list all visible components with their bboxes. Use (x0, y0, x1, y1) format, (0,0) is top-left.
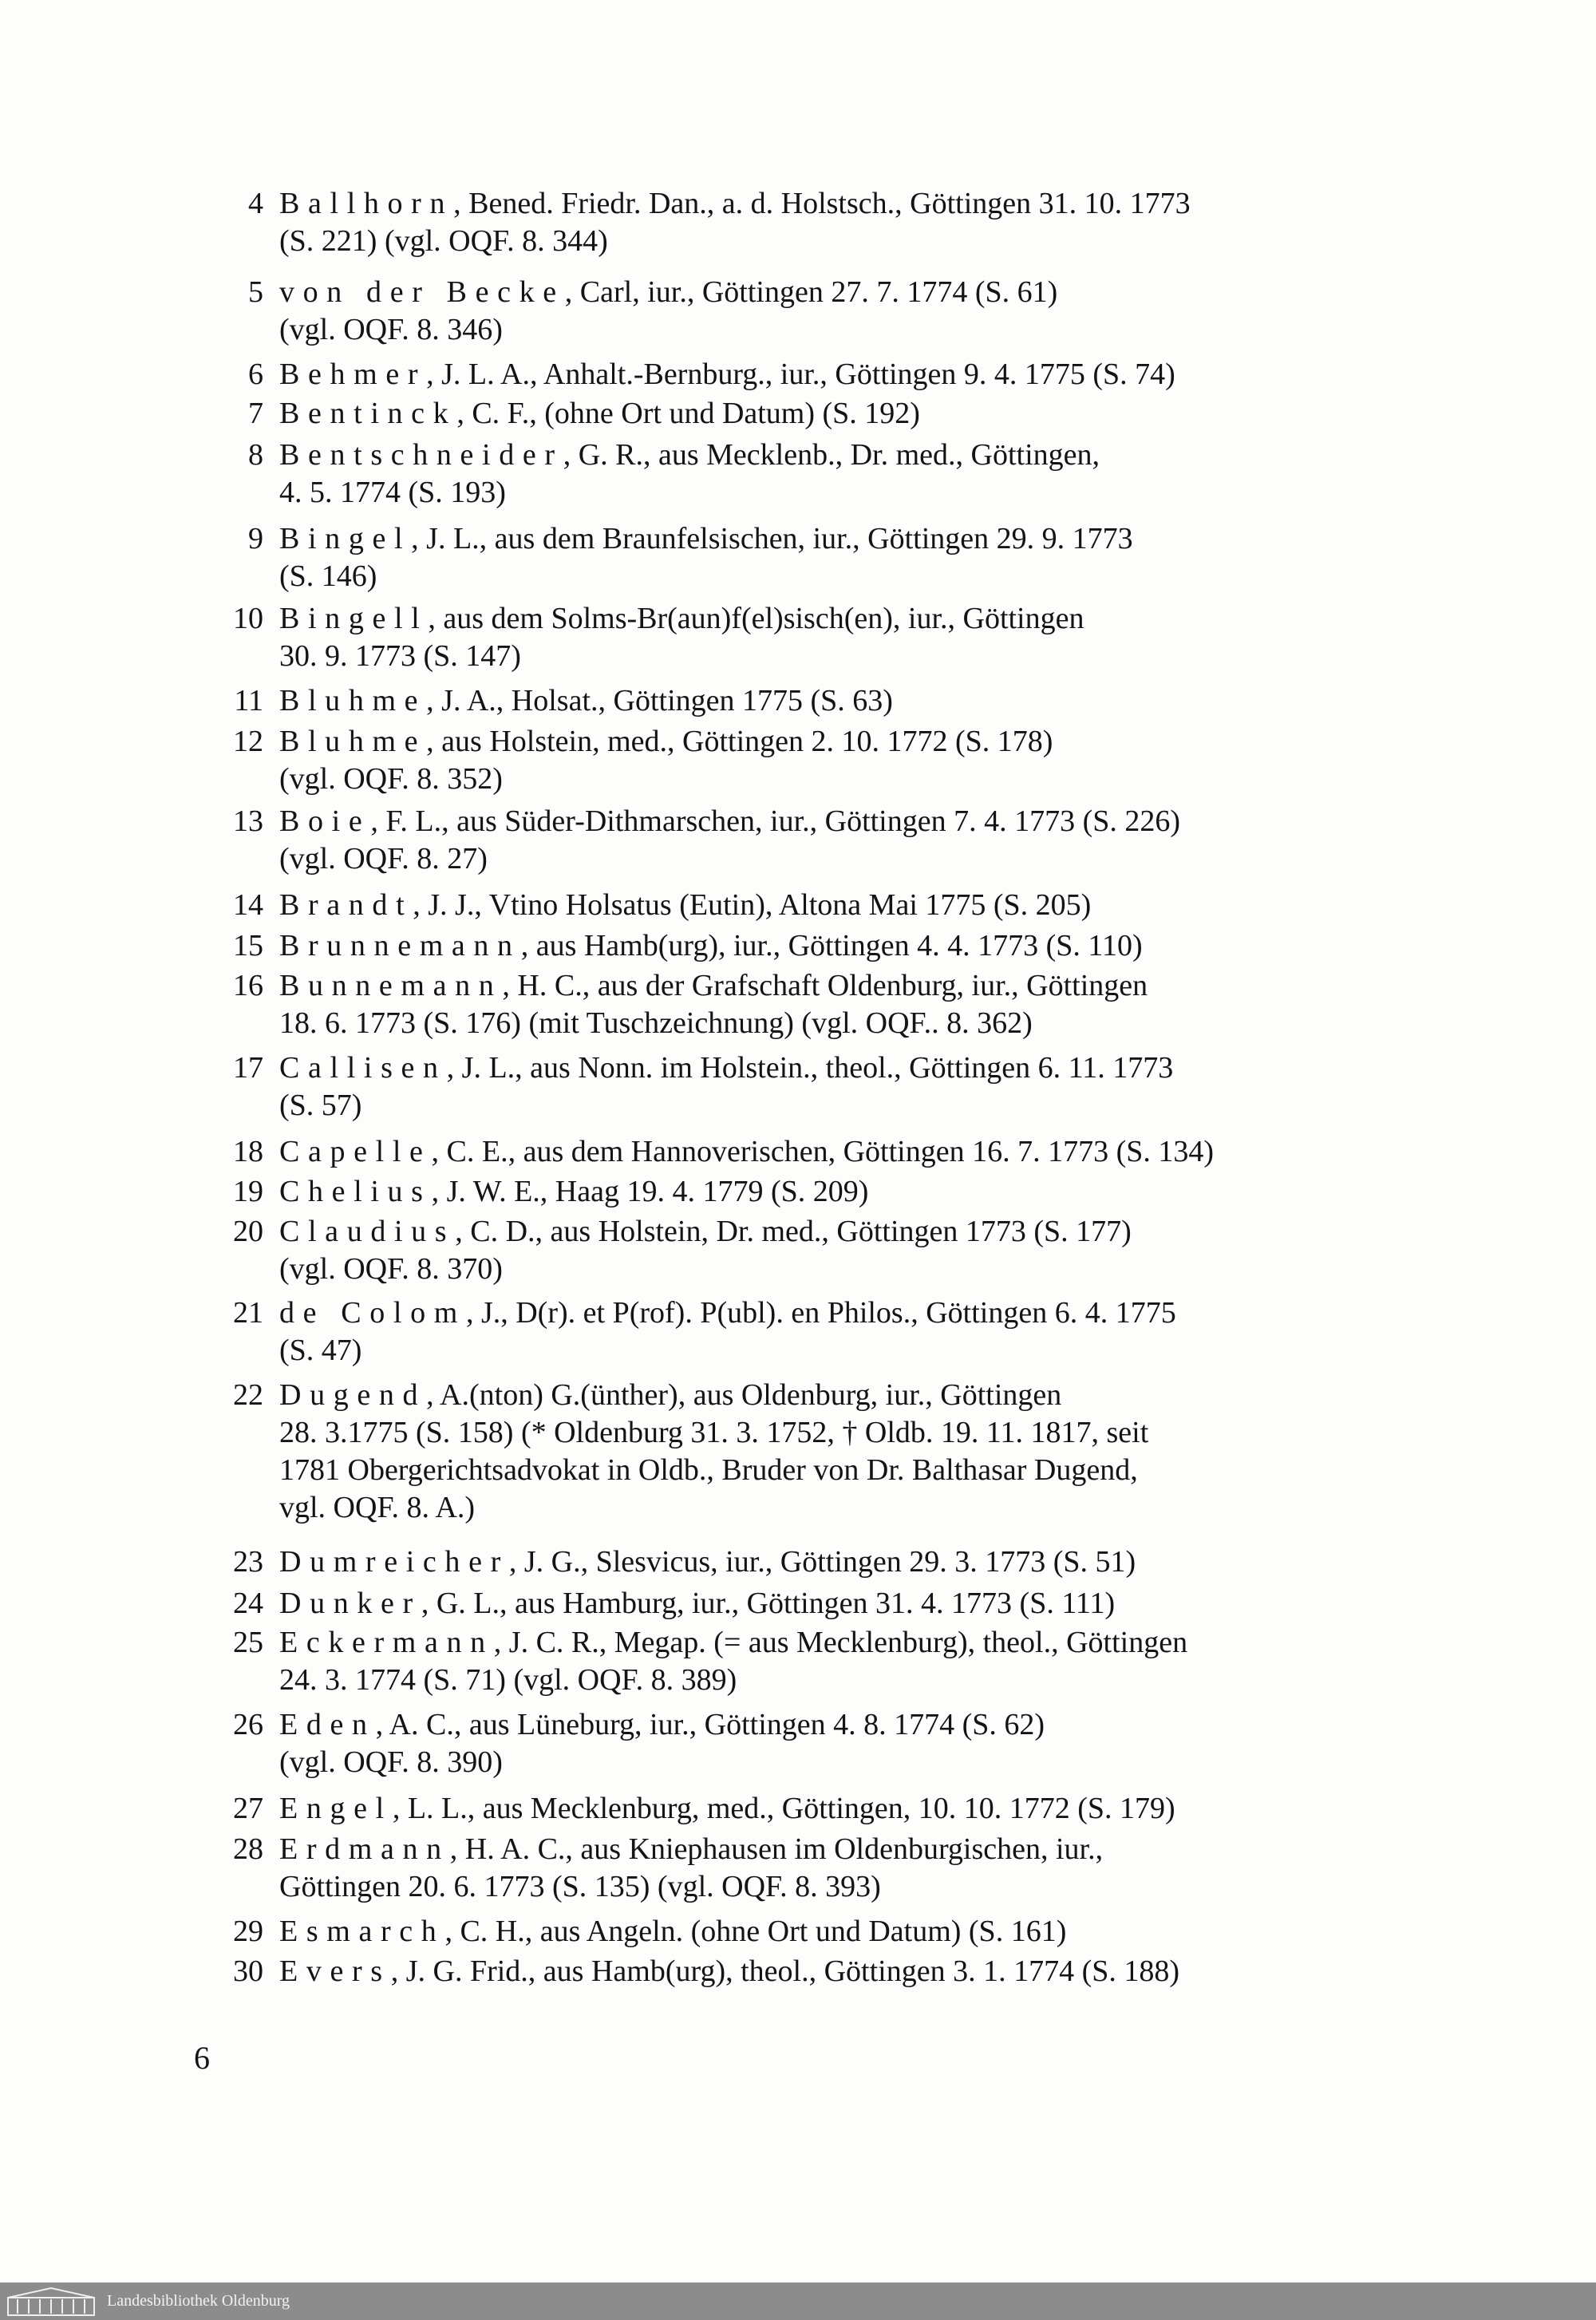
entry-number: 8 (248, 438, 263, 472)
entry-details: , C. H., aus Angeln. (ohne Ort und Datum) (S. 161) (444, 1915, 1067, 1948)
entry-line (279, 1953, 1396, 1990)
entry-line: 30. 9. 1773 (S. 147) (279, 639, 521, 673)
entry-text (279, 356, 1396, 393)
entry-surname: Behmer (279, 358, 427, 391)
entry-text (279, 723, 1396, 798)
entry-line: (vgl. OQF. 8. 352) (279, 762, 503, 796)
entry-text (279, 1173, 1396, 1211)
entry-text (279, 1913, 1396, 1950)
entry-line (279, 1790, 1396, 1828)
entry-line (279, 682, 1396, 720)
library-name: Landesbibliothek Oldenburg (107, 2292, 290, 2310)
entry-details: , J. G. Frid., aus Hamb(urg), theol., Göttingen 3. 1. 1774 (S. 188) (390, 1954, 1180, 1988)
entry-surname: Erdmann (279, 1832, 450, 1866)
entry-surname: Chelius (279, 1175, 432, 1208)
entry-surname: Evers (279, 1954, 391, 1988)
entry-surname: von der Becke (279, 275, 565, 309)
entry-text (279, 274, 1396, 349)
entry-line: 24. 3. 1774 (S. 71) (vgl. OQF. 8. 389) (279, 1663, 737, 1697)
entry-details: , aus Holstein, med., Göttingen 2. 10. 1772 (S. 178) (426, 725, 1053, 758)
entry-number: 12 (233, 725, 263, 758)
entry-line: 18. 6. 1773 (S. 176) (mit Tuschzeichnung) (vgl. OQF.. 8. 362) (279, 1006, 1033, 1040)
entry-text (279, 1585, 1396, 1622)
entry-line (279, 600, 1396, 638)
entry-details: , C. D., aus Holstein, Dr. med., Göttingen 1773 (S. 177) (455, 1215, 1132, 1248)
entry-number: 11 (234, 684, 263, 717)
entry-line: (vgl. OQF. 8. 370) (279, 1252, 503, 1286)
entry-line: 28. 3.1775 (S. 158) (* Oldenburg 31. 3. 1752, † Oldb. 19. 11. 1817, seit (279, 1416, 1149, 1449)
entry-line (279, 967, 1396, 1005)
entry-line (279, 274, 1396, 311)
entry-text (279, 520, 1396, 595)
entry-line: (S. 146) (279, 559, 377, 593)
entry-line (279, 356, 1396, 393)
entry-details: , J., D(r). et P(rof). P(ubl). en Philos., Göttingen 6. 4. 1775 (465, 1296, 1176, 1330)
entry-surname: Brunnemann (279, 929, 521, 962)
entry-line: Göttingen 20. 6. 1773 (S. 135) (vgl. OQF. 8. 393) (279, 1870, 881, 1903)
entry-line (279, 1624, 1396, 1662)
entry-details: , J. G., Slesvicus, iur., Göttingen 29. 3. 1773 (S. 51) (508, 1545, 1136, 1579)
entry-details: , J. J., Vtino Holsatus (Eutin), Altona Mai 1775 (S. 205) (413, 888, 1092, 922)
entry-details: , L. L., aus Mecklenburg, med., Göttingen, 10. 10. 1772 (S. 179) (392, 1792, 1175, 1825)
entry-surname: Brandt (279, 888, 413, 922)
entry-number: 16 (233, 969, 263, 1002)
entry-details: , A.(nton) G.(ünther), aus Oldenburg, iur., Göttingen (426, 1378, 1062, 1412)
entry-details: , J. L., aus Nonn. im Holstein., theol., Göttingen 6. 11. 1773 (446, 1051, 1174, 1085)
entry-details: , G. L., aus Hamburg, iur., Göttingen 31. 4. 1773 (S. 111) (421, 1587, 1116, 1620)
entry-surname: Esmarch (279, 1915, 445, 1948)
entry-number: 7 (248, 397, 263, 430)
entry-text (279, 1133, 1396, 1171)
entry-details: , Carl, iur., Göttingen 27. 7. 1774 (S. 61) (564, 275, 1058, 309)
entry-number: 19 (233, 1175, 263, 1208)
entry-number: 14 (233, 888, 263, 922)
entry-number: 27 (233, 1792, 263, 1825)
entry-text (279, 395, 1396, 433)
entry-details: , A. C., aus Lüneburg, iur., Göttingen 4. 8. 1774 (S. 62) (375, 1708, 1045, 1741)
entry-number: 24 (233, 1587, 263, 1620)
entry-surname: Claudius (279, 1215, 456, 1248)
entry-line (279, 1049, 1396, 1087)
entry-surname: Bingell (279, 602, 429, 635)
entry-line (279, 1831, 1396, 1868)
entry-details: , aus dem Solms-Br(aun)f(el)sisch(en), iur., Göttingen (428, 602, 1084, 635)
entry-surname: Bentinck (279, 397, 457, 430)
entry-surname: Dunker (279, 1587, 421, 1620)
entry-number: 17 (233, 1051, 263, 1085)
entry-surname: Dugend (279, 1378, 427, 1412)
entry-number: 22 (233, 1378, 263, 1412)
entry-line (279, 520, 1396, 558)
entry-text (279, 803, 1396, 878)
entry-line (279, 1173, 1396, 1211)
entry-surname: Bluhme (279, 684, 427, 717)
entry-number: 28 (233, 1832, 263, 1866)
entry-text (279, 1953, 1396, 1990)
entry-text (279, 967, 1396, 1042)
entry-line (279, 927, 1396, 965)
entry-surname: Dumreicher (279, 1545, 509, 1579)
entry-number: 25 (233, 1626, 263, 1659)
entry-surname: Eden (279, 1708, 376, 1741)
entry-details: , J. W. E., Haag 19. 4. 1779 (S. 209) (431, 1175, 869, 1208)
entry-details: , aus Hamb(urg), iur., Göttingen 4. 4. 1773 (S. 110) (520, 929, 1143, 962)
entry-details: , F. L., aus Süder-Dithmarschen, iur., Göttingen 7. 4. 1773 (S. 226) (370, 804, 1181, 838)
entry-surname: Boie (279, 804, 371, 838)
library-footer-bar (0, 2282, 1596, 2320)
entry-details: , C. F., (ohne Ort und Datum) (S. 192) (456, 397, 920, 430)
entry-line (279, 437, 1396, 474)
entry-surname: Eckermann (279, 1626, 494, 1659)
entry-details: , H. A. C., aus Kniephausen im Oldenburgischen, iur., (449, 1832, 1104, 1866)
entry-line: (S. 221) (vgl. OQF. 8. 344) (279, 224, 608, 258)
entry-line: 4. 5. 1774 (S. 193) (279, 476, 506, 509)
entry-line (279, 887, 1396, 924)
entry-line (279, 185, 1396, 223)
entry-text (279, 185, 1396, 260)
entry-details: , J. A., Holsat., Göttingen 1775 (S. 63) (426, 684, 893, 717)
entry-line: (vgl. OQF. 8. 390) (279, 1745, 503, 1779)
entry-surname: Bunnemann (279, 969, 503, 1002)
entry-number: 30 (233, 1954, 263, 1988)
entry-text (279, 600, 1396, 675)
entry-text (279, 1049, 1396, 1124)
entry-line (279, 1706, 1396, 1744)
entry-details: , J. L. A., Anhalt.-Bernburg., iur., Göttingen 9. 4. 1775 (S. 74) (426, 358, 1175, 391)
entry-number: 26 (233, 1708, 263, 1741)
entry-surname: Callisen (279, 1051, 447, 1085)
entry-line: vgl. OQF. 8. A.) (279, 1491, 476, 1524)
entry-line: (S. 47) (279, 1334, 362, 1367)
entry-surname: Bentschneider (279, 438, 563, 472)
entry-number: 9 (248, 522, 263, 555)
entry-line: (vgl. OQF. 8. 27) (279, 842, 488, 875)
entry-number: 6 (248, 358, 263, 391)
entry-number: 10 (233, 602, 263, 635)
entry-number: 21 (233, 1296, 263, 1330)
entry-text (279, 1790, 1396, 1828)
entry-surname: Bluhme (279, 725, 427, 758)
entry-details: , H. C., aus der Grafschaft Oldenburg, iur., Göttingen (502, 969, 1148, 1002)
entry-line (279, 1133, 1396, 1171)
page-number: 6 (194, 2040, 210, 2076)
entry-details: , Bened. Friedr. Dan., a. d. Holstsch., Göttingen 31. 10. 1773 (453, 187, 1191, 220)
entry-text (279, 1377, 1396, 1527)
entry-text (279, 1831, 1396, 1906)
entry-line (279, 723, 1396, 761)
entry-number: 13 (233, 804, 263, 838)
entry-text (279, 437, 1396, 512)
entry-line (279, 1543, 1396, 1581)
entry-line: 1781 Obergerichtsadvokat in Oldb., Bruder von Dr. Balthasar Dugend, (279, 1453, 1138, 1487)
entry-line (279, 1913, 1396, 1950)
entry-surname: Capelle (279, 1135, 432, 1168)
entry-line (279, 803, 1396, 840)
entry-surname: de Colom (279, 1296, 466, 1330)
entry-surname: Bingel (279, 522, 412, 555)
entry-number: 23 (233, 1545, 263, 1579)
entry-details: , C. E., aus dem Hannoverischen, Göttingen 16. 7. 1773 (S. 134) (431, 1135, 1215, 1168)
entry-text (279, 1624, 1396, 1699)
entry-line (279, 1294, 1396, 1332)
entry-text (279, 1706, 1396, 1781)
entry-text (279, 887, 1396, 924)
entry-text (279, 1543, 1396, 1581)
entry-line (279, 1213, 1396, 1251)
entry-number: 4 (248, 187, 263, 220)
entry-number: 20 (233, 1215, 263, 1248)
entry-number: 5 (248, 275, 263, 309)
entry-line (279, 1585, 1396, 1622)
entry-line (279, 395, 1396, 433)
entry-text (279, 927, 1396, 965)
entry-surname: Engel (279, 1792, 393, 1825)
entry-line: (S. 57) (279, 1089, 362, 1122)
entry-number: 15 (233, 929, 263, 962)
entry-number: 18 (233, 1135, 263, 1168)
entry-details: , G. R., aus Mecklenb., Dr. med., Göttingen, (563, 438, 1100, 472)
entry-text (279, 1294, 1396, 1369)
entry-number: 29 (233, 1915, 263, 1948)
entry-line: (vgl. OQF. 8. 346) (279, 313, 503, 346)
entry-text (279, 682, 1396, 720)
entry-details: , J. L., aus dem Braunfelsischen, iur., Göttingen 29. 9. 1773 (411, 522, 1133, 555)
entry-details: , J. C. R., Megap. (= aus Mecklenburg), theol., Göttingen (493, 1626, 1188, 1659)
entry-surname: Ballhorn (279, 187, 454, 220)
library-building-icon (6, 2286, 96, 2317)
entry-text (279, 1213, 1396, 1288)
entry-line (279, 1377, 1396, 1414)
